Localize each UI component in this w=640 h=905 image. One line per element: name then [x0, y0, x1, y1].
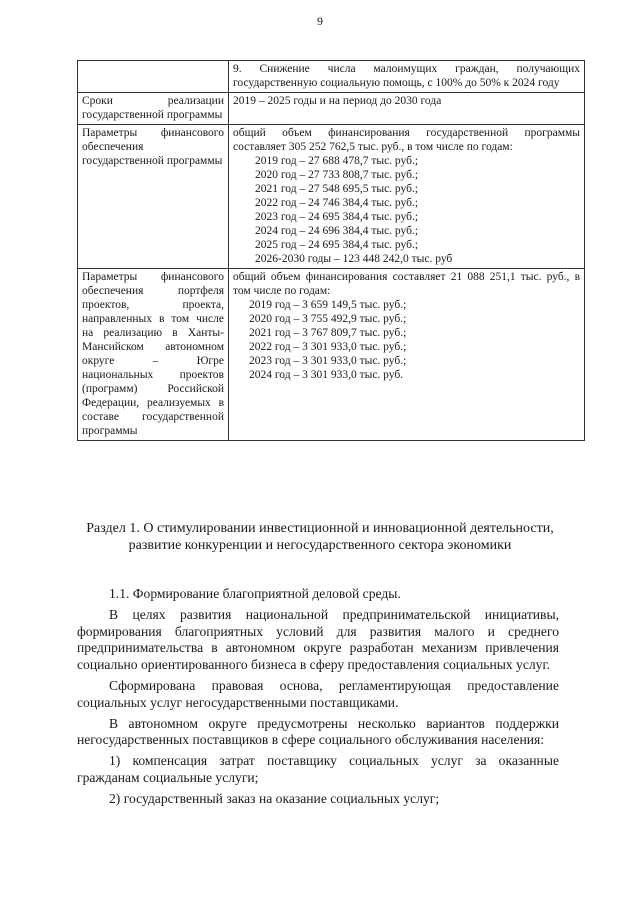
financing-year: 2025 год – 24 695 384,4 тыс. руб.; [255, 239, 419, 251]
project-financing-year: 2024 год – 3 301 933,0 тыс. руб. [249, 369, 404, 381]
financing-intro: общий объем финансирования государственной программы составляет 305 252 762,5 тыс. руб., в том числе по годам: [233, 127, 580, 153]
financing-year: 2023 год – 24 695 384,4 тыс. руб.; [255, 211, 419, 223]
project-financing-value [229, 269, 585, 441]
page-number: 9 [317, 14, 323, 28]
project-financing-year: 2023 год – 3 301 933,0 тыс. руб.; [249, 355, 407, 367]
financing-year: 2026-2030 годы – 123 448 242,0 тыс. руб [255, 253, 453, 265]
paragraph: Сформирована правовая основа, регламентирующая предоставление социальных услуг негосударственными поставщиками. [77, 677, 559, 710]
body-text [77, 586, 559, 812]
table-row [78, 125, 585, 269]
table-row [78, 269, 585, 441]
financing-year: 2019 год – 27 688 478,7 тыс. руб.; [255, 155, 419, 167]
project-financing-label: Параметры финансового обеспечения портфеля проектов, проекта, направленных в том числе на реализацию в Ханты-Мансийском автономном округе – Югре национальных проектов (программ) Российской Федерации, реализуемых в составе государственной программы [78, 269, 229, 441]
paragraph: В автономном округе предусмотрены несколько вариантов поддержки негосударственных поставщиков в сфере социального обслуживания населения: [77, 715, 559, 748]
financing-label: Параметры финансового обеспечения государственной программы [78, 125, 229, 269]
paragraph: 1.1. Формирование благоприятной деловой среды. [109, 586, 401, 601]
financing-year: 2021 год – 27 548 695,5 тыс. руб.; [255, 183, 419, 195]
table-row [78, 93, 585, 125]
project-financing-year: 2021 год – 3 767 809,7 тыс. руб.; [249, 327, 407, 339]
implementation-period-value: 2019 – 2025 годы и на период до 2030 года [229, 93, 585, 125]
project-financing-year: 2022 год – 3 301 933,0 тыс. руб.; [249, 341, 407, 353]
financing-year: 2022 год – 24 746 384,4 тыс. руб.; [255, 197, 419, 209]
project-financing-year: 2019 год – 3 659 149,5 тыс. руб.; [249, 299, 407, 311]
financing-value [229, 125, 585, 269]
financing-year: 2020 год – 27 733 808,7 тыс. руб.; [255, 169, 419, 181]
table-cell-empty [78, 61, 229, 93]
project-financing-year: 2020 год – 3 755 492,9 тыс. руб.; [249, 313, 407, 325]
target-indicator-9: 9. Снижение числа малоимущих граждан, получающих государственную социальную помощь, с 100% до 50% к 2024 году [229, 61, 585, 93]
section-title: Раздел 1. О стимулировании инвестиционной и инновационной деятельности, развитие конкуренции и негосударственного сектора экономики [86, 521, 554, 553]
paragraph: В целях развития национальной предпринимательской инициативы, формирования благоприятных условий для развития малого и среднего предпринимательства в автономном округе разработан механизм привлечения социально ориентированного бизнеса в сферу предоставления социальных услуг. [77, 606, 559, 673]
financing-year: 2024 год – 24 696 384,4 тыс. руб.; [255, 225, 419, 237]
paragraph: 1) компенсация затрат поставщику социальных услуг за оказанные гражданам социальные услуги; [77, 753, 559, 785]
table-row [78, 61, 585, 93]
implementation-period-label: Сроки реализации государственной программы [78, 93, 229, 125]
paragraph: 2) государственный заказ на оказание социальных услуг; [109, 790, 440, 806]
project-financing-intro: общий объем финансирования составляет 21 088 251,1 тыс. руб., в том числе по годам: [233, 271, 580, 297]
program-passport-table [77, 60, 585, 441]
